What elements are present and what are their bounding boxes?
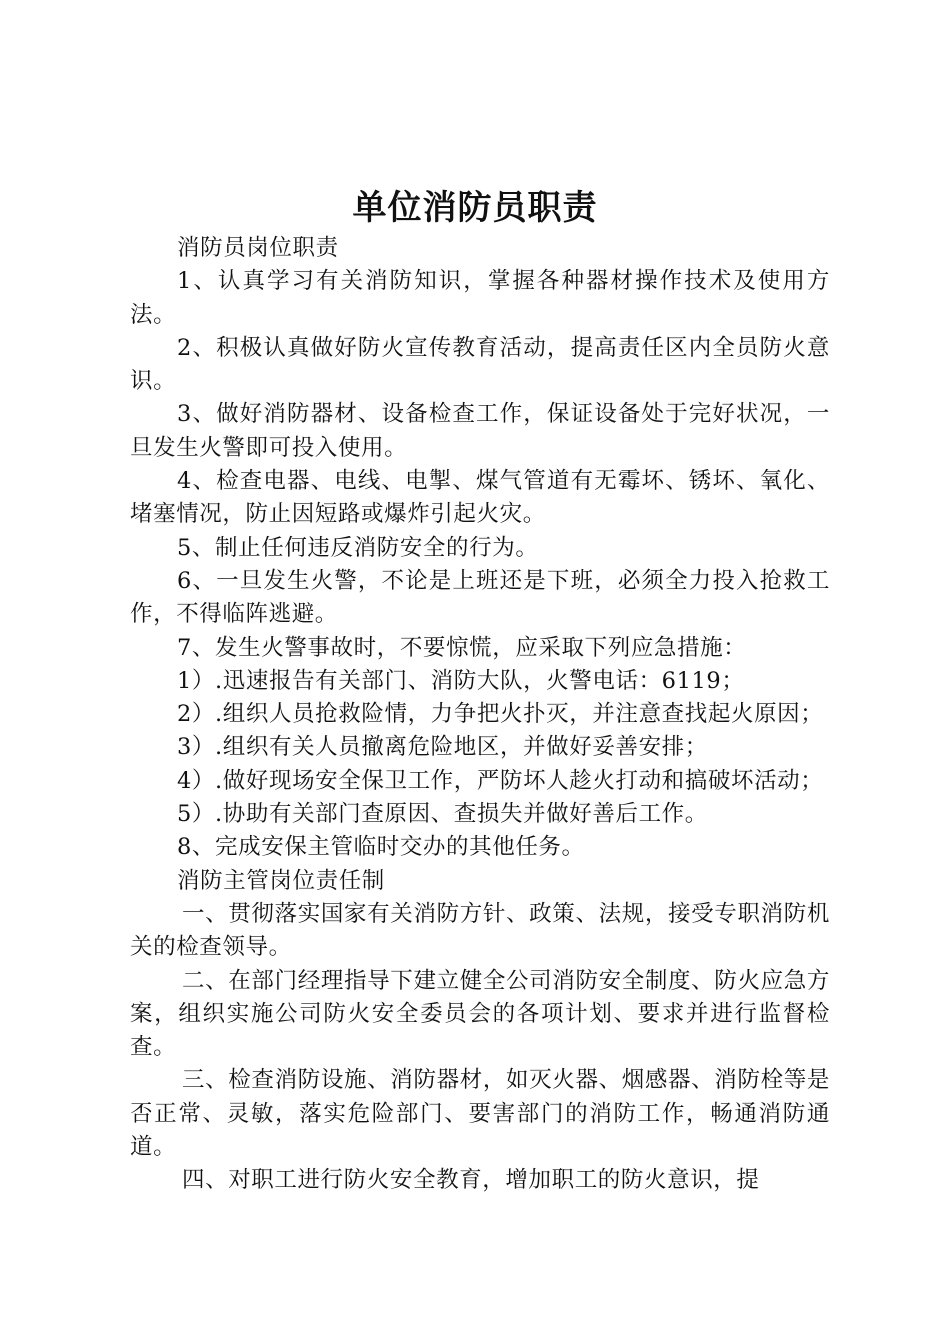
paragraph: 4、检查电器、电线、电掣、煤气管道有无霉坏、锈坏、氧化、堵塞情况，防止因短路或爆炸引起火灾。 bbox=[130, 468, 830, 528]
paragraph: 5）.协助有关部门查原因、查损失并做好善后工作。 bbox=[177, 801, 708, 828]
paragraph: 一、贯彻落实国家有关消防方针、政策、法规，接受专职消防机关的检查领导。 bbox=[130, 900, 830, 961]
paragraph: 二、在部门经理指导下建立健全公司消防安全制度、防火应急方案，组织实施公司防火安全委员会的各项计划、要求并进行监督检查。 bbox=[130, 967, 830, 1061]
paragraph: 2）.组织人员抢救险情，力争把火扑灭，并注意查找起火原因； bbox=[177, 701, 824, 728]
paragraph: 1、认真学习有关消防知识，掌握各种器材操作技术及使用方法。 bbox=[130, 268, 830, 328]
document-title: 单位消防员职责 bbox=[352, 188, 598, 228]
paragraph: 3、做好消防器材、设备检查工作，保证设备处于完好状况，一旦发生火警即可投入使用。 bbox=[130, 401, 830, 461]
paragraph: 2、积极认真做好防火宣传教育活动，提高责任区内全员防火意识。 bbox=[130, 334, 830, 395]
paragraph: 8、完成安保主管临时交办的其他任务。 bbox=[177, 834, 585, 861]
paragraph: 1）.迅速报告有关部门、消防大队，火警电话：6119； bbox=[177, 667, 745, 694]
section-heading: 消防员岗位职责 bbox=[177, 235, 339, 261]
document-body bbox=[130, 232, 830, 1198]
paragraph: 3）.组织有关人员撤离危险地区，并做好妥善安排； bbox=[177, 734, 708, 761]
paragraph: 四、对职工进行防火安全教育，增加职工的防火意识，提 bbox=[182, 1167, 760, 1194]
paragraph: 三、检查消防设施、消防器材，如灭火器、烟感器、消防栓等是否正常、灵敏，落实危险部门、要害部门的消防工作，畅通消防通道。 bbox=[130, 1067, 830, 1161]
paragraph: 7、发生火警事故时，不要惊慌，应采取下列应急措施： bbox=[177, 634, 747, 661]
paragraph: 6、一旦发生火警，不论是上班还是下班，必须全力投入抢救工作，不得临阵逃避。 bbox=[130, 567, 830, 628]
paragraph: 5、制止任何违反消防安全的行为。 bbox=[177, 534, 539, 561]
section-heading: 消防主管岗位责任制 bbox=[177, 867, 385, 894]
paragraph: 4）.做好现场安全保卫工作，严防坏人趁火打动和搞破坏活动； bbox=[177, 767, 824, 794]
